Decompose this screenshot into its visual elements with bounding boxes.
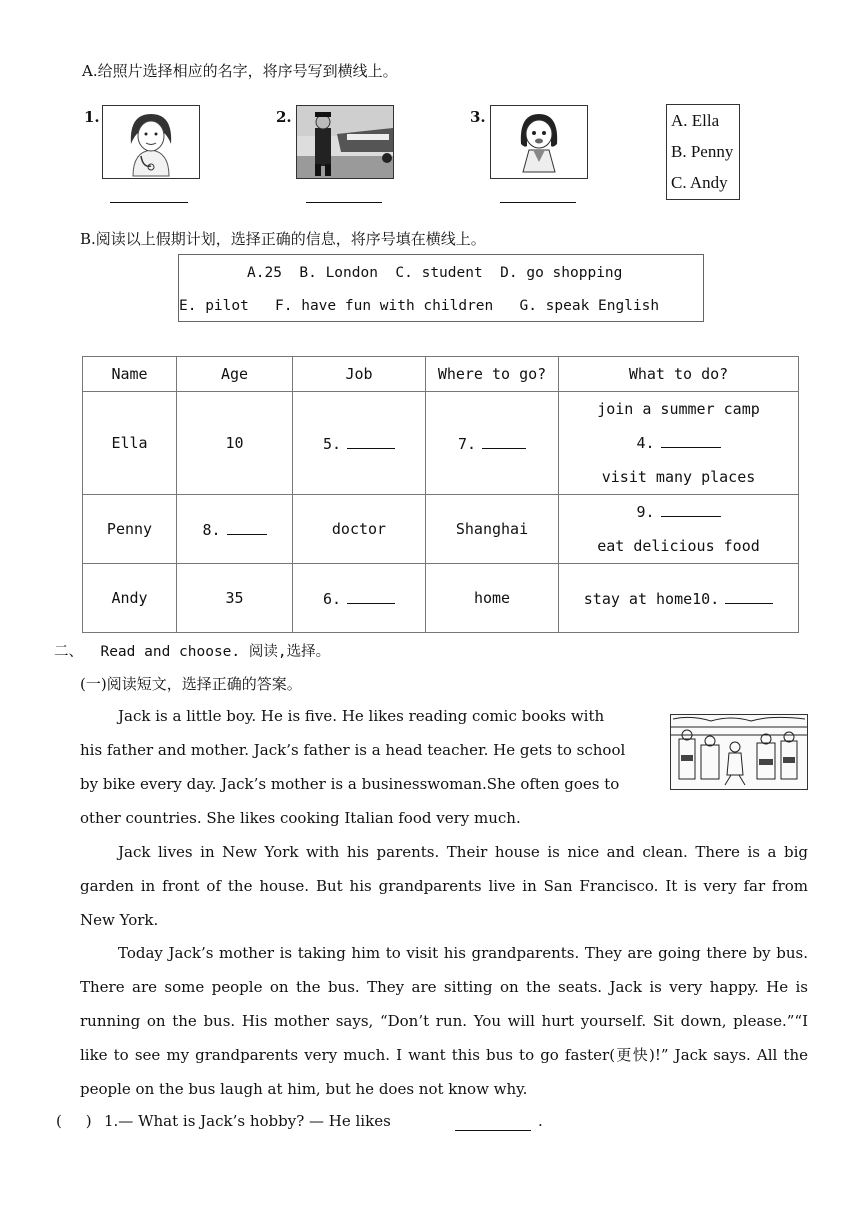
cell-job: doctor [293,495,426,564]
blank-4[interactable] [661,433,721,448]
header-what: What to do? [559,357,799,392]
photo-number-2: 2. [276,108,292,126]
cell-where: home [426,564,559,633]
options-line-2: E. pilot F. have fun with children G. speak English [179,298,660,314]
answer-line-1[interactable] [110,202,188,203]
header-job: Job [293,357,426,392]
cell-todo: join a summer camp 4. visit many places [559,392,799,495]
table-header-row [83,357,799,392]
cell-job: 5. [293,392,426,495]
cell-age: 8. [177,495,293,564]
cell-where: Shanghai [426,495,559,564]
name-options-box [666,104,740,200]
para1-line2: his father and mother. Jack’s father is a head teacher. He gets to school [80,741,626,759]
girl-photo [490,105,588,179]
blank-10[interactable] [725,589,773,604]
options-line-1: A.25 B. London C. student D. go shopping [247,265,623,281]
question-1-end: . [538,1112,543,1130]
name-option-c: C. Andy [671,173,728,192]
blank-8[interactable] [227,520,267,535]
blank-5[interactable] [347,434,395,449]
header-name: Name [83,357,177,392]
table-row [83,495,799,564]
cell-job: 6. [293,564,426,633]
para1-line4: other countries. She likes cooking Italian food very much. [80,809,521,827]
bus-passengers-picture [670,714,808,790]
cell-name: Ella [83,392,177,495]
table-row [83,392,799,495]
header-where: Where to go? [426,357,559,392]
para1-line1: Jack is a little boy. He is five. He likes reading comic books with [118,707,605,725]
cell-name: Penny [83,495,177,564]
table-row [83,564,799,633]
question-1-text: 1.— What is Jack’s hobby? — He likes [104,1112,391,1130]
cell-todo: stay at home10. [559,564,799,633]
answer-line-3[interactable] [500,202,576,203]
cell-where: 7. [426,392,559,495]
blank-7[interactable] [482,434,526,449]
cell-todo: 9. eat delicious food [559,495,799,564]
blank-6[interactable] [347,589,395,604]
vacation-plan-table [82,356,799,633]
section-2-subtitle: (一)阅读短文，选择正确的答案。 [80,675,302,693]
paragraph-3: Today Jack’s mother is taking him to visit his grandparents. They are going there by bus. There are some people on the bus. They are sitting on the seats. Jack is very happy. He is running on the bus. His mother says, “Don’t run. You will hurt yourself. Sit down, please.”“I like to see my grandparents very much. I want this bus to go faster(更快)!” Jack says. All the people on the bus laugh at him, but he does not know why. [80,944,808,1098]
question-1-answer-line[interactable] [455,1130,531,1131]
paragraph-2: Jack lives in New York with his parents. Their house is nice and clean. There is a big garden in front of the house. But his grandparents live in San Francisco. It is very far from New York. [80,843,808,929]
doctor-woman-photo [102,105,200,179]
answer-line-2[interactable] [306,202,382,203]
name-option-b: B. Penny [671,142,734,161]
answer-options-box [178,254,704,322]
section-2-title: 二、 Read and choose. 阅读,选择。 [54,644,331,660]
blank-9[interactable] [661,502,721,517]
part-b-instruction: B.阅读以上假期计划，选择正确的信息，将序号填在横线上。 [80,230,486,248]
part-a-instruction: A.给照片选择相应的名字，将序号写到横线上。 [82,62,398,80]
para1-line3: by bike every day. Jack’s mother is a businesswoman.She often goes to [80,775,620,793]
name-option-a: A. Ella [671,111,720,130]
pilot-airplane-photo [296,105,394,179]
cell-age: 10 [177,392,293,495]
header-age: Age [177,357,293,392]
photo-number-1: 1. [84,108,100,126]
cell-age: 35 [177,564,293,633]
question-1-paren: ( ) [56,1112,92,1130]
photo-number-3: 3. [470,108,486,126]
cell-name: Andy [83,564,177,633]
